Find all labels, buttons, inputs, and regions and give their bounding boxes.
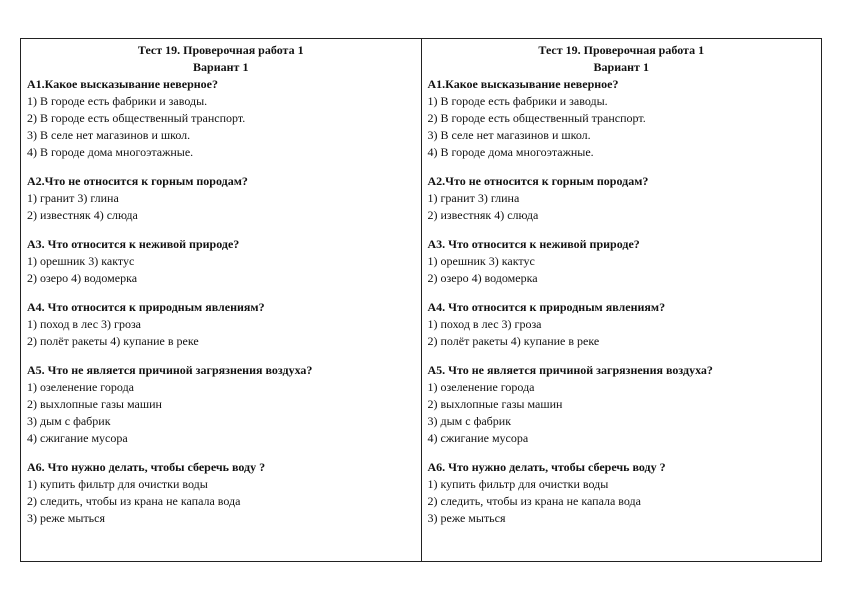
- question-text: А2.Что не относится к горным породам?: [427, 174, 649, 188]
- answer-option: 4) В городе дома многоэтажные.: [27, 145, 194, 159]
- variant-title: Вариант 1: [593, 60, 649, 74]
- question-text: А4. Что относится к природным явлениям?: [27, 300, 265, 314]
- answer-option: 2) озеро 4) водомерка: [27, 271, 138, 285]
- answer-option: 3) реже мыться: [427, 511, 506, 525]
- question-block: [27, 173, 415, 224]
- answer-option: 1) В городе есть фабрики и заводы.: [427, 94, 608, 108]
- test-title: Тест 19. Проверочная работа 1: [137, 43, 304, 57]
- answer-option: 2) В городе есть общественный транспорт.: [427, 111, 646, 125]
- answer-option: 1) гранит 3) глина: [427, 191, 520, 205]
- question-block: [27, 362, 415, 447]
- answer-option: 1) гранит 3) глина: [27, 191, 119, 205]
- answer-option: 3) В селе нет магазинов и школ.: [427, 128, 591, 142]
- question-text: А3. Что относится к неживой природе?: [427, 237, 640, 251]
- question-block: [27, 236, 415, 287]
- answer-option: 2) В городе есть общественный транспорт.: [27, 111, 246, 125]
- answer-option: 3) дым с фабрик: [427, 414, 512, 428]
- question-text: А2.Что не относится к горным породам?: [27, 174, 248, 188]
- question-text: А3. Что относится к неживой природе?: [27, 237, 240, 251]
- question-text: А5. Что не является причиной загрязнения воздуха?: [27, 363, 313, 377]
- question-block: [27, 76, 415, 161]
- answer-option: 3) дым с фабрик: [27, 414, 111, 428]
- question-text: А5. Что не является причиной загрязнения воздуха?: [427, 363, 713, 377]
- test-table: [20, 38, 822, 562]
- column-left: [21, 39, 421, 561]
- answer-option: 3) В селе нет магазинов и школ.: [27, 128, 191, 142]
- answer-option: 4) сжигание мусора: [427, 431, 529, 445]
- answer-option: 1) орешник 3) кактус: [427, 254, 535, 268]
- answer-option: 1) купить фильтр для очистки воды: [27, 477, 208, 491]
- answer-option: 1) поход в лес 3) гроза: [27, 317, 142, 331]
- test-title: Тест 19. Проверочная работа 1: [538, 43, 705, 57]
- column-right: [421, 39, 822, 561]
- answer-option: 2) выхлопные газы машин: [27, 397, 162, 411]
- question-block: [428, 76, 816, 161]
- answer-option: 4) сжигание мусора: [27, 431, 128, 445]
- question-text: А6. Что нужно делать, чтобы сберечь воду ?: [427, 460, 666, 474]
- answer-option: 1) озеленение города: [27, 380, 135, 394]
- answer-option: 1) купить фильтр для очистки воды: [427, 477, 609, 491]
- answer-option: 2) озеро 4) водомерка: [427, 271, 538, 285]
- variant-title: Вариант 1: [193, 60, 249, 74]
- answer-option: 2) известняк 4) слюда: [427, 208, 539, 222]
- answer-option: 2) выхлопные газы машин: [427, 397, 563, 411]
- question-block: [428, 173, 816, 224]
- question-block: [27, 299, 415, 350]
- answer-option: 1) озеленение города: [427, 380, 535, 394]
- question-text: А1.Какое высказывание неверное?: [27, 77, 218, 91]
- question-text: А1.Какое высказывание неверное?: [427, 77, 619, 91]
- question-block: [428, 299, 816, 350]
- answer-option: 2) полёт ракеты 4) купание в реке: [427, 334, 600, 348]
- question-block: [27, 459, 415, 527]
- answer-option: 2) известняк 4) слюда: [27, 208, 138, 222]
- answer-option: 2) следить, чтобы из крана не капала вода: [427, 494, 641, 508]
- answer-option: 1) орешник 3) кактус: [27, 254, 135, 268]
- question-text: А4. Что относится к природным явлениям?: [427, 300, 666, 314]
- answer-option: 3) реже мыться: [27, 511, 105, 525]
- answer-option: 2) следить, чтобы из крана не капала вода: [27, 494, 241, 508]
- question-text: А6. Что нужно делать, чтобы сберечь воду ?: [27, 460, 266, 474]
- answer-option: 1) В городе есть фабрики и заводы.: [27, 94, 208, 108]
- question-block: [428, 236, 816, 287]
- answer-option: 2) полёт ракеты 4) купание в реке: [27, 334, 199, 348]
- answer-option: 4) В городе дома многоэтажные.: [427, 145, 594, 159]
- question-block: [428, 459, 816, 527]
- answer-option: 1) поход в лес 3) гроза: [427, 317, 542, 331]
- question-block: [428, 362, 816, 447]
